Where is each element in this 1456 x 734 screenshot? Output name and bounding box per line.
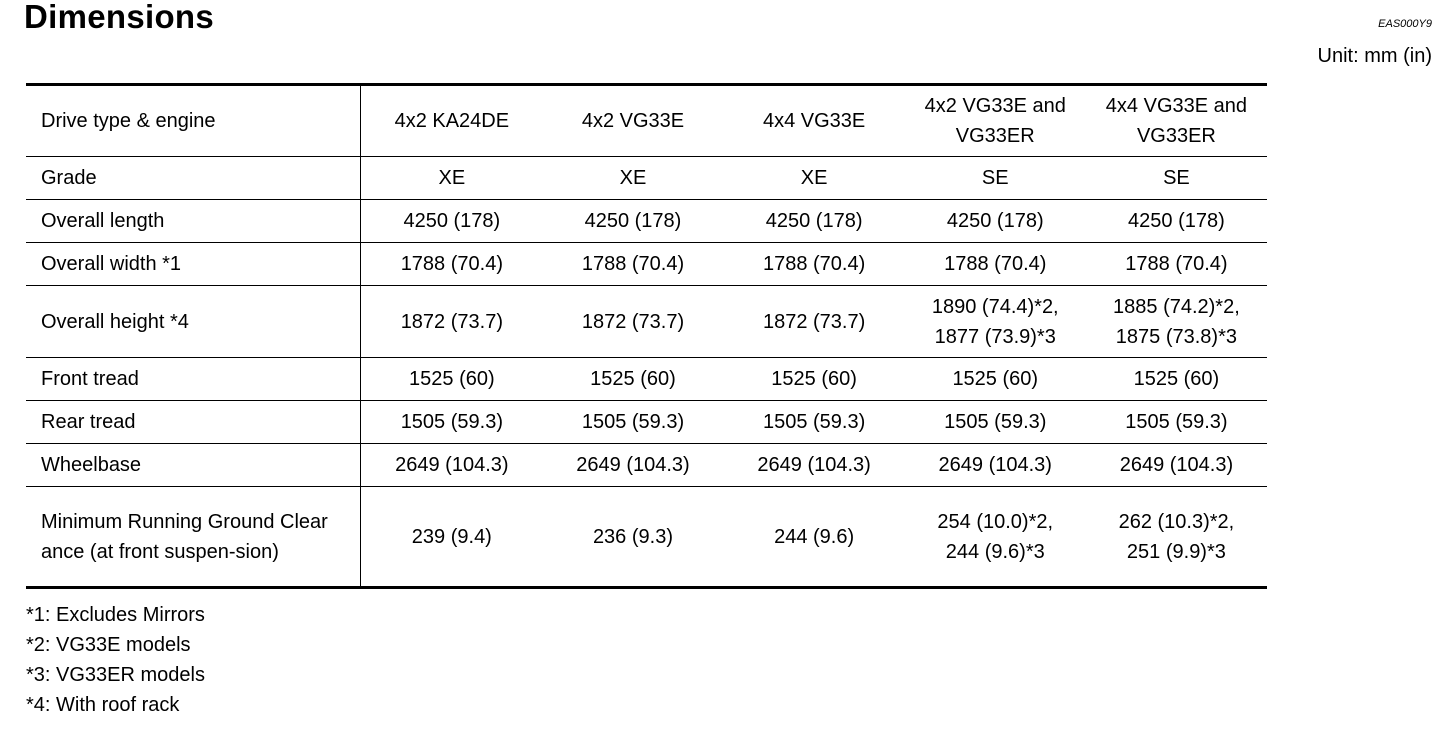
table-cell: 1505 (59.3) (905, 401, 1086, 444)
row-label: Wheelbase (26, 444, 361, 487)
table-cell: 1505 (59.3) (361, 401, 543, 444)
column-header: 4x2 VG33E and VG33ER (905, 85, 1086, 157)
table-row (26, 243, 1267, 286)
table-cell: 239 (9.4) (411, 525, 492, 548)
footnotes (26, 600, 205, 720)
table-cell: 1885 (74.2)*2, 1875 (73.8)*3 (1086, 286, 1267, 358)
table-cell: 4250 (178) (542, 200, 723, 243)
table-cell: 254 (10.0)*2, 244 (9.6)*3 (937, 510, 1054, 563)
table-cell: 262 (10.3)*2, 251 (9.9)*3 (1118, 510, 1235, 563)
table-cell: 1788 (70.4) (1086, 243, 1267, 286)
table-row (26, 444, 1267, 487)
table-cell: 2649 (104.3) (1086, 444, 1267, 487)
table-row (26, 487, 1267, 588)
table-cell: 1505 (59.3) (724, 401, 905, 444)
row-label: Overall height *4 (26, 286, 361, 358)
table-cell: 1788 (70.4) (542, 243, 723, 286)
table-cell: 1525 (60) (361, 358, 543, 401)
table-cell: 4250 (178) (361, 200, 543, 243)
row-label: Grade (26, 157, 361, 200)
table-cell: XE (542, 157, 723, 200)
table-cell: 1872 (73.7) (542, 286, 723, 358)
table-cell: 236 (9.3) (592, 525, 673, 548)
table-row (26, 200, 1267, 243)
row-label: Front tread (26, 358, 361, 401)
row-label: Rear tread (26, 401, 361, 444)
table-cell: 1788 (70.4) (724, 243, 905, 286)
table-cell: SE (1086, 157, 1267, 200)
page-title: Dimensions (24, 0, 215, 35)
column-header: 4x2 VG33E (542, 85, 723, 157)
row-label: Overall width *1 (26, 243, 361, 286)
table-cell: 2649 (104.3) (542, 444, 723, 487)
table-cell: 1525 (60) (724, 358, 905, 401)
table-row (26, 358, 1267, 401)
table-row (26, 157, 1267, 200)
table-cell: 1788 (70.4) (905, 243, 1086, 286)
column-header: 4x4 VG33E (724, 85, 905, 157)
table-row (26, 286, 1267, 358)
unit-label: Unit: mm (in) (1317, 45, 1432, 67)
dimensions-table (26, 83, 1267, 589)
footnote: *3: VG33ER models (26, 664, 205, 686)
document-code: EAS000Y9 (1378, 18, 1432, 30)
footnote: *2: VG33E models (26, 634, 191, 656)
footnote: *4: With roof rack (26, 694, 180, 716)
table-cell: 4250 (178) (905, 200, 1086, 243)
table-cell: 1788 (70.4) (361, 243, 543, 286)
table-row (26, 401, 1267, 444)
table-cell: 1872 (73.7) (724, 286, 905, 358)
table-cell: XE (724, 157, 905, 200)
column-header: 4x2 KA24DE (361, 85, 543, 157)
table-cell: 2649 (104.3) (724, 444, 905, 487)
table-cell: SE (905, 157, 1086, 200)
table-cell: 1890 (74.4)*2, 1877 (73.9)*3 (905, 286, 1086, 358)
table-cell: 1872 (73.7) (361, 286, 543, 358)
column-header: 4x4 VG33E and VG33ER (1086, 85, 1267, 157)
table-cell: 1505 (59.3) (1086, 401, 1267, 444)
table-header-row (26, 85, 1267, 157)
table-cell: 1525 (60) (542, 358, 723, 401)
footnote: *1: Excludes Mirrors (26, 604, 205, 626)
table-cell: 4250 (178) (1086, 200, 1267, 243)
table-cell: 1525 (60) (1086, 358, 1267, 401)
table-cell: XE (361, 157, 543, 200)
table-cell: 2649 (104.3) (905, 444, 1086, 487)
row-label: Overall length (26, 200, 361, 243)
column-header-drive-type: Drive type & engine (26, 85, 361, 157)
table-cell: 1505 (59.3) (542, 401, 723, 444)
table-cell: 4250 (178) (724, 200, 905, 243)
table-cell: 244 (9.6) (774, 525, 855, 548)
table-cell: 2649 (104.3) (361, 444, 543, 487)
table-cell: 1525 (60) (905, 358, 1086, 401)
row-label: Minimum Running Ground Clearance (at front suspen-sion) (26, 487, 361, 588)
